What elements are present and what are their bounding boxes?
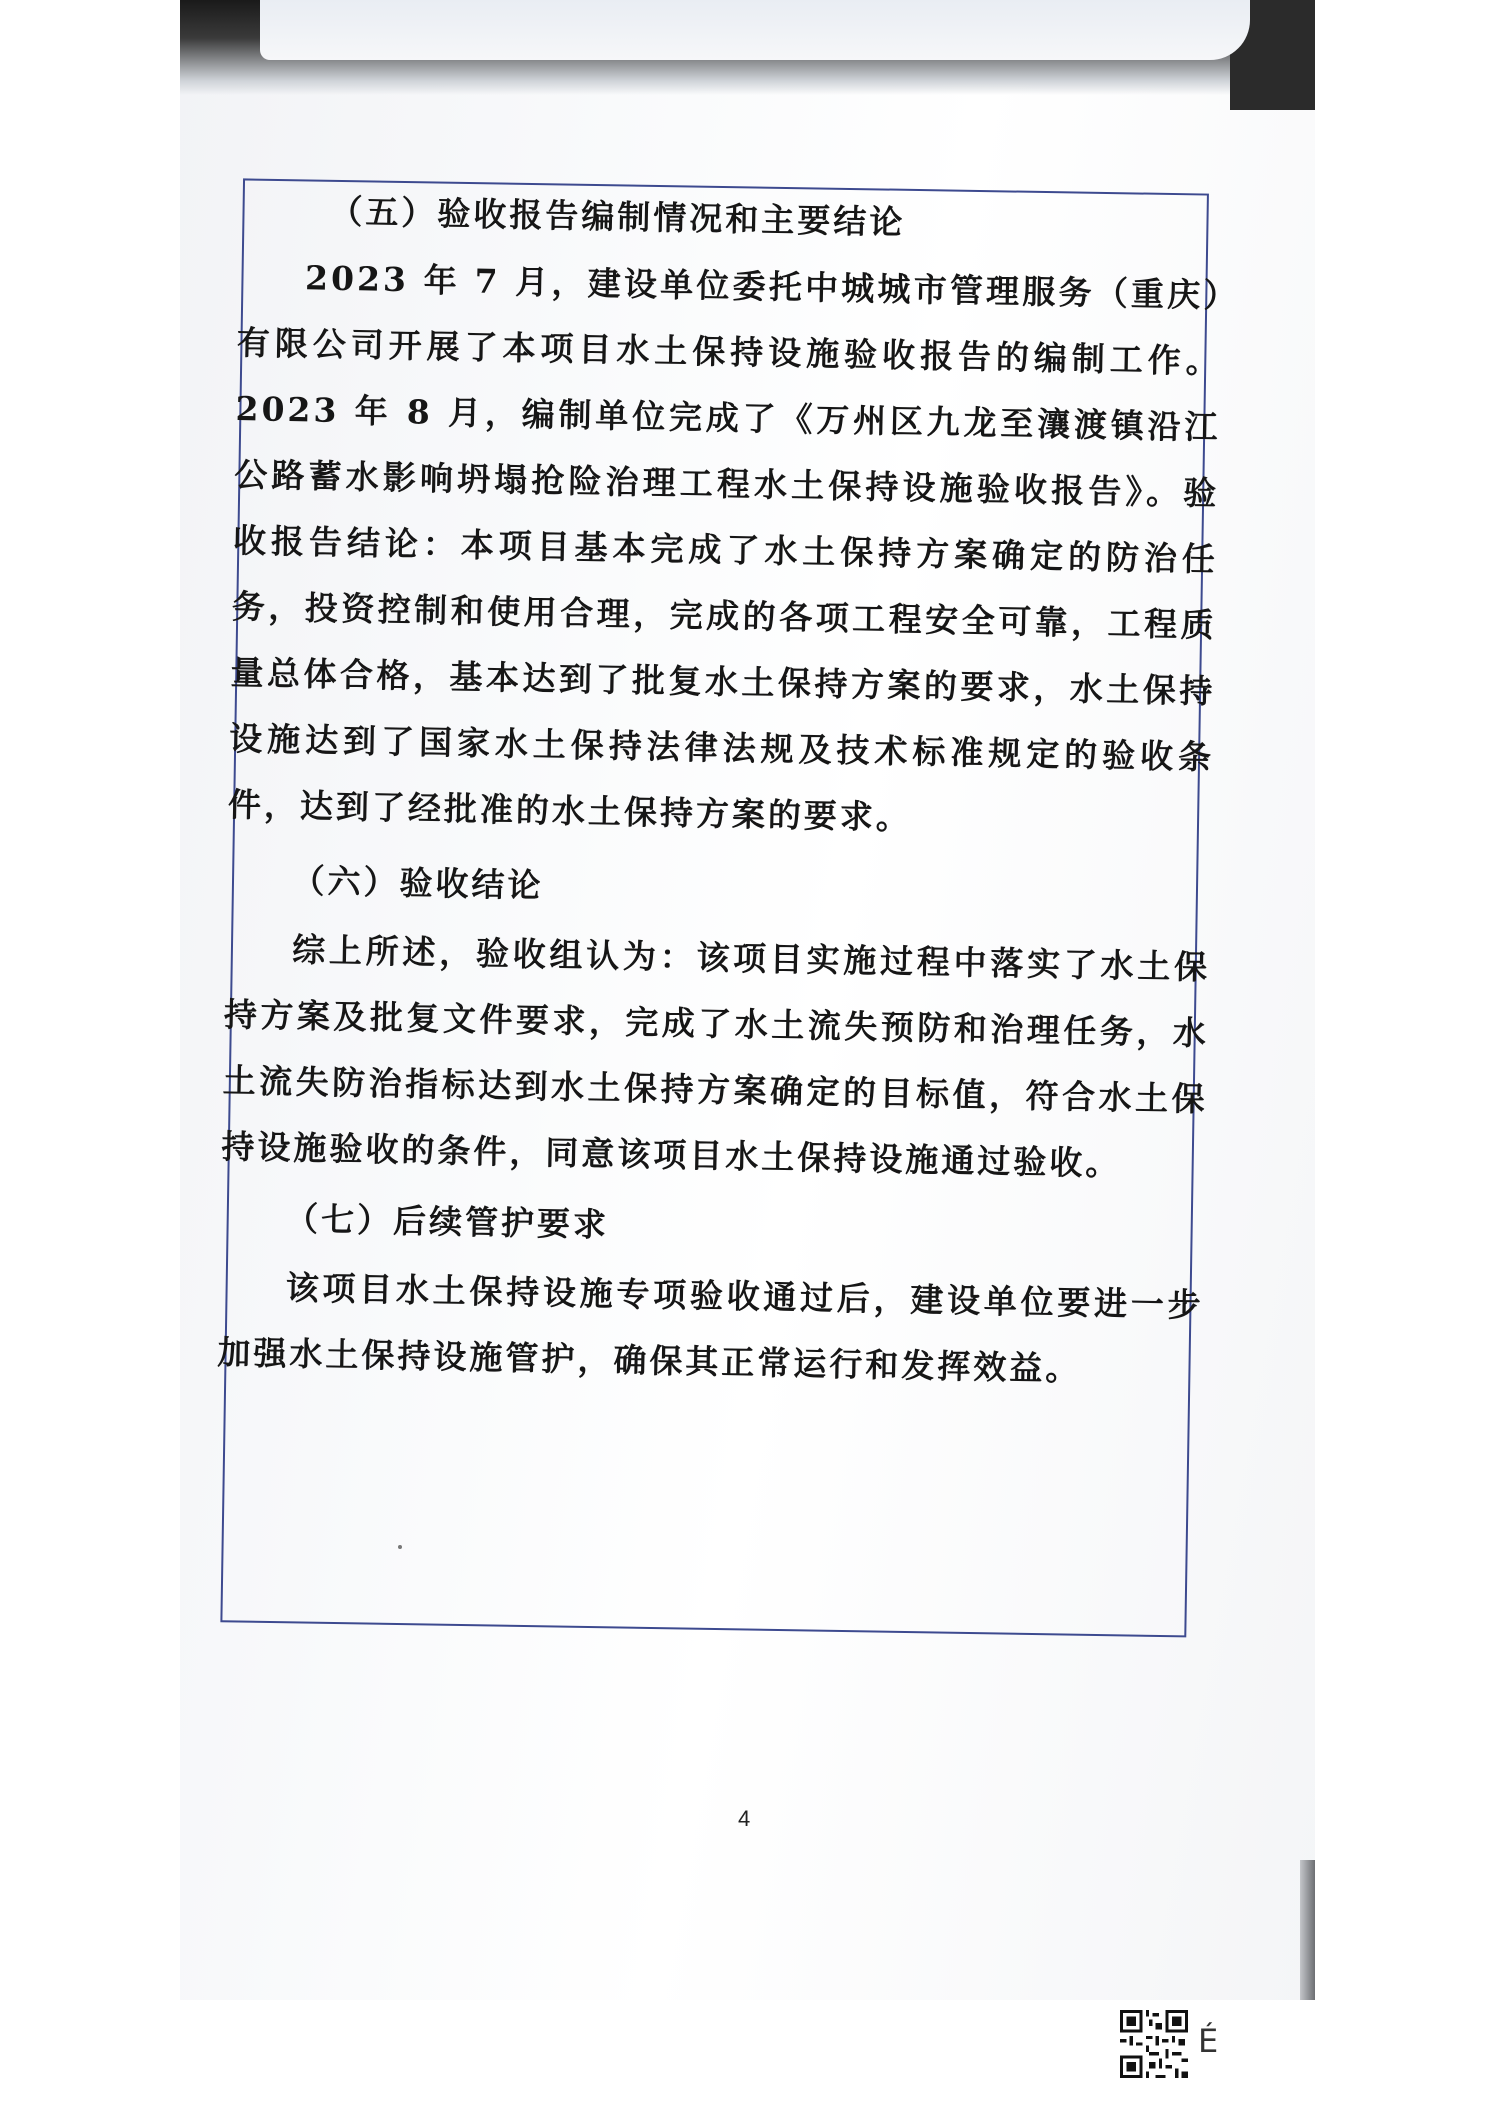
qr-code-icon xyxy=(1120,2010,1188,2078)
section-paragraph-6: 综上所述，验收组认为：该项目实施过程中落实了水土保持方案及批复文件要求，完成了水土流失预防和治理任务，水土流失防治指标达到水土保持方案确定的目标值，符合水土保持设施验收的条件，同意该项目水土保持设施通过验收。 xyxy=(221,930,1211,1184)
section-paragraph-5: 2023 年 7 月，建设单位委托中城城市管理服务（重庆）有限公司开展了本项目水土保持设施验收报告的编制工作。2023 年 8 月，编制单位完成了《万州区九龙至瀼渡镇沿江公路蓄水影响坍塌抢险治理工程水土保持设施验收报告》。验收报告结论：本项目基本完成了水土保持方案确定的防治任务，投资控制和使用合理，完成的各项工程安全可靠，工程质量总体合格，基本达到了批复水土保持方案的要求，水土保持设施达到了国家水土保持法律法规及技术标准规定的验收条件，达到了经批准的水土保持方案的要求。 xyxy=(227,258,1224,838)
speck-mark xyxy=(398,1545,402,1549)
underlying-paper-edge xyxy=(260,0,1250,60)
section-heading-7: （七）后续管护要求 xyxy=(284,1199,610,1245)
section-heading-5: （五）验收报告编制情况和主要结论 xyxy=(329,191,906,242)
document-body xyxy=(217,180,1225,1405)
corner-mark: É xyxy=(1198,2022,1219,2060)
section-paragraph-7: 该项目水土保持设施专项验收通过后，建设单位要进一步加强水土保持设施管护，确保其正常运行和发挥效益。 xyxy=(217,1268,1204,1389)
right-edge-shadow xyxy=(1300,1860,1315,2000)
page-number: 4 xyxy=(738,1806,751,1831)
section-heading-6: （六）验收结论 xyxy=(291,861,544,905)
